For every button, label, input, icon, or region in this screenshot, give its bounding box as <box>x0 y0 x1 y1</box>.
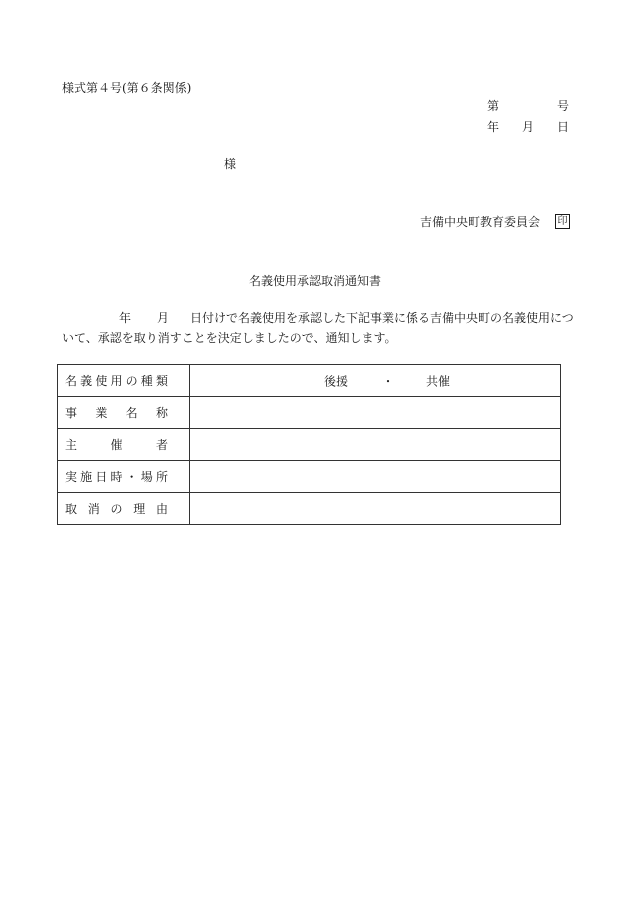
row-value <box>190 461 561 493</box>
label-char: 義 <box>80 374 93 388</box>
details-table <box>57 364 561 525</box>
document-number <box>487 100 569 112</box>
seal-mark: 印 <box>555 214 570 229</box>
row-label <box>58 461 190 493</box>
issuer <box>420 214 570 229</box>
body-line-2: いて、承認を取り消すことを決定しましたので、通知します。 <box>62 331 397 345</box>
row-value <box>190 493 561 525</box>
row-label <box>58 493 190 525</box>
label-char: 由 <box>155 502 168 516</box>
row-label <box>58 365 190 397</box>
label-char: 主 <box>65 438 78 452</box>
table-row <box>58 429 561 461</box>
label-char: 実 <box>65 470 78 484</box>
row-value <box>190 365 561 397</box>
label-char: 取 <box>65 502 78 516</box>
label-char: 理 <box>133 502 146 516</box>
label-char: 業 <box>95 406 108 420</box>
label-char: 場 <box>140 470 153 484</box>
date-month: 月 <box>521 120 534 134</box>
label-char: 用 <box>110 374 123 388</box>
label-char: 日 <box>95 470 108 484</box>
label-char: 時 <box>110 470 123 484</box>
label-char: 所 <box>155 470 168 484</box>
label-char: 名 <box>125 406 138 420</box>
label-char: の <box>125 374 138 388</box>
document-title: 名義使用承認取消通知書 <box>248 274 381 288</box>
label-char: 催 <box>110 438 123 452</box>
kind-separator: ・ <box>382 374 395 388</box>
label-char: 称 <box>155 406 168 420</box>
table-row <box>58 461 561 493</box>
addressee-honorific: 様 <box>224 157 237 171</box>
table-row <box>58 365 561 397</box>
date-year: 年 <box>487 120 500 134</box>
body-paragraph <box>62 308 572 348</box>
number-suffix: 号 <box>556 99 569 113</box>
body-year: 年 <box>119 311 132 325</box>
row-value <box>190 429 561 461</box>
number-prefix: 第 <box>487 99 500 113</box>
issuer-name: 吉備中央町教育委員会 <box>420 214 541 229</box>
form-id: 様式第４号(第６条関係) <box>62 81 192 95</box>
label-char: 事 <box>65 406 78 420</box>
date-day: 日 <box>556 120 569 134</box>
kind-option-cosponsor: 共催 <box>426 374 451 388</box>
label-char: 使 <box>95 374 108 388</box>
label-char: ・ <box>125 470 138 484</box>
label-char: の <box>110 502 123 516</box>
body-line-1-text: 日付けで名義使用を承認した下記事業に係る吉備中央町の名義使用につ <box>190 311 574 325</box>
issue-date <box>487 121 569 133</box>
row-label <box>58 429 190 461</box>
body-line-1 <box>62 308 572 328</box>
body-month: 月 <box>157 311 170 325</box>
label-char: 施 <box>80 470 93 484</box>
label-char: 消 <box>87 502 100 516</box>
label-char: 名 <box>65 374 78 388</box>
label-char: 者 <box>155 438 168 452</box>
table-row <box>58 397 561 429</box>
table-row <box>58 493 561 525</box>
kind-option-support: 後援 <box>324 374 349 388</box>
label-char: 種 <box>140 374 153 388</box>
row-label <box>58 397 190 429</box>
row-value <box>190 397 561 429</box>
label-char: 類 <box>155 374 168 388</box>
